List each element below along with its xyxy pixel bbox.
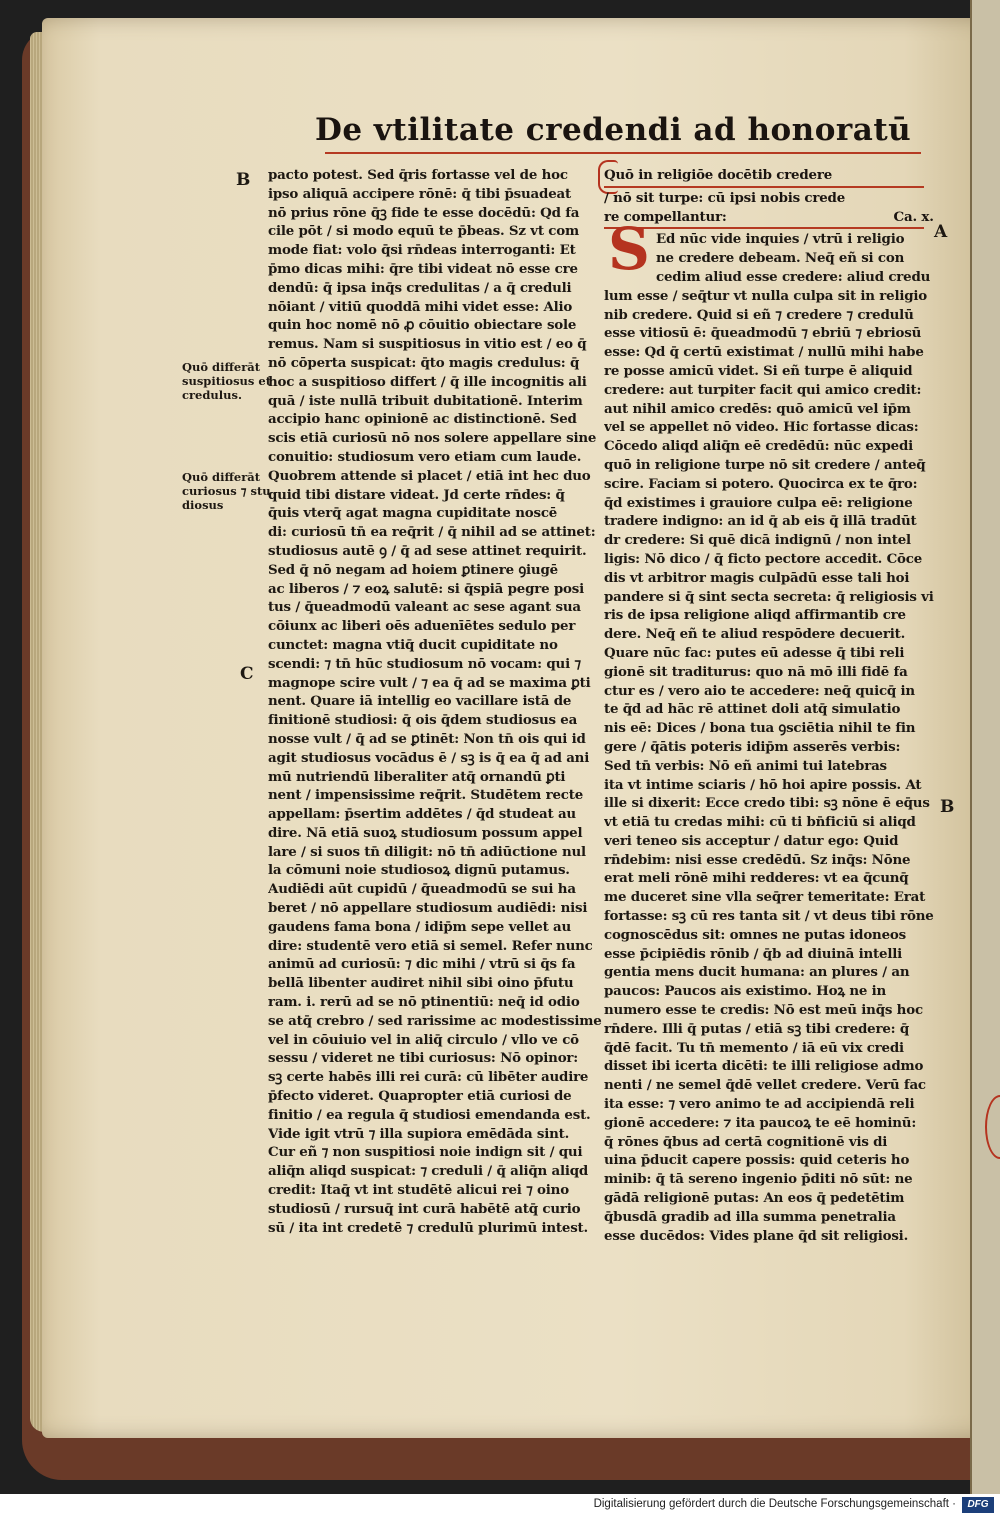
text-line: la cōmuni noie studiosoꝝ dignū putamus. — [268, 862, 570, 879]
text-line: lum esse / seq̄tur vt nulla culpa sit in religio — [604, 287, 928, 304]
text-line: credit: Itaq̄ vt int studētē alicui rei ⁊ oino — [268, 1182, 569, 1199]
chapter-heading-rule — [604, 186, 924, 188]
text-line: gere / q̄ātis poteris idip̄m asserēs verbis: — [604, 738, 901, 755]
chapter-heading-line: re compellantur: — [604, 208, 727, 225]
margin-note-line: suspitiosus et — [182, 374, 272, 388]
text-line: ris de ipsa religione aliqd affirmantib cre — [604, 607, 906, 624]
text-line: ille si dixerit: Ecce credo tibi: sꝫ nōne ē eq̄us — [604, 795, 930, 812]
text-line: gionē accedere: ⁊ ita paucoꝝ te eē hominū: — [604, 1114, 917, 1131]
text-line: studiosus autē ꝯ / q̄ ad sese attinet requirit. — [268, 542, 587, 559]
margin-note-line: Quō differāt — [182, 470, 261, 484]
text-line: Sed tn̄ verbis: Nō eñ animi tui latebras — [604, 757, 887, 774]
text-line: finitionē studiosi: q̄ ois q̄dem studiosus ea — [268, 712, 578, 729]
text-line: aliq̄n aliqd suspicat: ⁊ creduli / q̄ aliq̄n aliqd — [268, 1163, 589, 1180]
text-line: animū ad curiosū: ⁊ dic mihi / vtrū si q̄s fa — [268, 956, 576, 973]
text-line: agit studiosus vocādus ē / sꝫ is q̄ ea q̄ ad ani — [268, 749, 590, 766]
text-line: paucos: Paucos ais existimo. Hoꝝ ne in — [604, 983, 887, 1000]
chapter-heading-line-last — [604, 208, 934, 227]
text-line: Cōcedo aliqd aliq̄n eē credēdū: nūc expedi — [604, 438, 914, 455]
text-line: Sed q̄ nō negam ad hoiem ꝑtinere ꝯiugē — [268, 561, 558, 578]
text-line: conuitio: studiosum vero etiam cum laude. — [268, 448, 582, 465]
text-line: Audiēdi aūt cupidū / q̄ueadmodū se sui ha — [268, 881, 576, 898]
text-line: q̄uis vterq̄ agat magna cupiditate noscē — [268, 505, 558, 522]
text-line: pandere si q̄ sint secta secreta: q̄ religiosis vi — [604, 588, 934, 605]
text-line: rn̄debim: nisi esse credēdū. Sz inq̄s: Nōne — [604, 851, 911, 868]
text-line: dere. Neq̄ eñ te aliud respōdere decuerit. — [604, 626, 906, 643]
text-line: mode fiat: volo q̄si rn̄deas interroganti: Et — [268, 242, 576, 259]
text-line: ram. i. rerū ad se nō ptinentiū: neq̄ id odio — [268, 994, 580, 1011]
text-line: finitio / ea regula q̄ studiosi emendanda est. — [268, 1106, 591, 1123]
text-line: esse vitiosū ē: q̄ueadmodū ⁊ ebriū ⁊ ebriosū — [604, 325, 922, 342]
text-line: ctur es / vero aio te accedere: neq̄ quicq̄ in — [604, 682, 915, 699]
text-line: Ed nūc vide inquies / vtrū i religio — [656, 231, 905, 248]
text-line: esse: Qd q̄ certū existimat / nullū mihi habe — [604, 344, 924, 361]
text-line: q̄busdā gradib ad illa summa penetralia — [604, 1208, 896, 1225]
text-line: nib credere. Quid si eñ ⁊ credere ⁊ credulū — [604, 306, 914, 323]
text-line: ligis: Nō dico / q̄ ficto pectore accedit. Cōce — [604, 550, 923, 567]
text-line: aut nihil amico credēs: quō amicū vel ip̄m — [604, 400, 911, 417]
text-line: cognoscēdus sit: omnes ne putas idoneos — [604, 926, 906, 943]
running-heading: De vtilitate credendi ad honoratū — [315, 112, 912, 148]
text-line: nosse vult / q̄ ad se ꝑtinēt: Non tn̄ ois qui id — [268, 730, 586, 747]
margin-note-line: Quō differāt — [182, 360, 261, 374]
text-line: re posse amicū videt. Si eñ turpe ē aliquid — [604, 362, 913, 379]
right-text-column — [604, 166, 934, 1245]
text-line: esse ducēdos: Vides plane q̄d sit religiosi. — [604, 1227, 909, 1244]
indented-lines — [604, 230, 934, 286]
margin-letter-b2: B — [940, 797, 955, 817]
text-line: minib: q̄ tā sereno ingenio p̄diti nō sūt: ne — [604, 1171, 913, 1188]
text-line: quin hoc nomē nō ꝓ cōuitio obiectare sole — [268, 317, 577, 334]
text-line: nis eē: Dices / bona tua ꝯsciētia nihil te fin — [604, 720, 916, 737]
text-line: Quare nūc fac: putes eū adesse q̄ tibi reli — [604, 644, 905, 661]
chapter-heading-rule — [604, 227, 924, 229]
text-line: nent. Quare iā intellig eo vacillare istā de — [268, 693, 572, 710]
text-line: q̄d existimes i grauiore culpa eē: religione — [604, 494, 913, 511]
margin-note-line: curiosus ⁊ stu — [182, 484, 271, 498]
text-line: sessu / videret ne tibi curiosus: Nō opinor: — [268, 1050, 579, 1067]
text-line: q̄ rōnes q̄bus ad certā cognitionē vis di — [604, 1133, 888, 1150]
text-line: Cur eñ ⁊ non suspitiosi noie indign sit / qui — [268, 1144, 583, 1161]
text-line: sꝫ certe habēs illi rei curā: cū libēter audire — [268, 1069, 589, 1086]
right-body-text — [604, 287, 934, 1246]
text-line: cōiunx ac liberi oēs aduenīētes sedulo per — [268, 618, 576, 635]
text-line: accipio hanc opinionē ac distinctionē. Sed — [268, 411, 577, 428]
footer-bar — [0, 1494, 1000, 1517]
text-line: dire. Nā etiā suoꝝ studiosum possum appel — [268, 824, 583, 841]
text-line: tradere indigno: an id q̄ ab eis q̄ illā tradūt — [604, 513, 917, 530]
text-line: gionē sit traditurus: quo nā mō illi fidē fa — [604, 663, 908, 680]
text-line: veri teneo sis acceptur / datur ego: Quid — [604, 832, 899, 849]
margin-letter-b: B — [236, 170, 251, 190]
text-line: quid tibi distare videat. Jd certe rn̄des: q̄ — [268, 486, 565, 503]
text-line: cunctet: magna vtiq̄ ducit cupiditate no — [268, 636, 558, 653]
text-line: Vide igit vtrū ⁊ illa supiora emēdāda sint. — [268, 1125, 570, 1142]
text-line: q̄dē facit. Tu tn̄ memento / iā eū vix credi — [604, 1039, 904, 1056]
text-line: vt etiā tu credas mihi: cū ti bn̄ficiū si aliqd — [604, 814, 916, 831]
text-line: nōiant / vitiū quoddā mihi videt esse: Alio — [268, 298, 573, 315]
text-line: tus / q̄ueadmodū valeant ac sese agant sua — [268, 599, 581, 616]
text-line: pacto potest. Sed q̄ris fortasse vel de hoc — [268, 167, 568, 183]
text-line: rn̄dere. Illi q̄ putas / etiā sꝫ tibi credere: q̄ — [604, 1020, 910, 1037]
margin-note-line: credulus. — [182, 388, 242, 402]
text-line: nō prius rōne q̄ꝫ fide te esse docēdū: Qd fa — [268, 204, 580, 221]
text-line: scendi: ⁊ tn̄ hūc studiosum nō vocam: qui ⁊ — [268, 655, 581, 672]
text-line: scis etiā curiosū nō nos solere appellare sine — [268, 430, 597, 447]
text-line: me duceret sine vlla seq̄rer temeritate: Erat — [604, 889, 926, 906]
text-line: te q̄d ad hāc rē attinet doli atq̄ simulatio — [604, 701, 901, 718]
text-line: quō in religione turpe nō sit credere / anteq̄ — [604, 456, 926, 473]
text-line: scire. Faciam si potero. Quocirca ex te q̄ro: — [604, 475, 918, 492]
text-line: uina p̄ducit capere possis: quid ceteris ho — [604, 1152, 910, 1169]
text-line: sū / ita int credetē ⁊ credulū plurimū intest. — [268, 1219, 588, 1236]
chapter-heading-line: / nō sit turpe: cū ipsi nobis crede — [604, 189, 846, 206]
left-text-column — [268, 166, 602, 1237]
red-initial-letter: S — [608, 215, 650, 283]
text-line: cedim aliud esse credere: aliud credu — [656, 268, 931, 285]
text-line: dis vt arbitror magis culpādū esse tali hoi — [604, 569, 910, 586]
facing-page-strip — [970, 0, 1000, 1494]
text-line: se atq̄ crebro / sed rarissime ac modestissime — [268, 1012, 602, 1029]
text-line: di: curiosū tn̄ ea req̄rit / q̄ nihil ad se attinet: — [268, 524, 596, 541]
text-line: numero esse te credis: Nō est meū inq̄s hoc — [604, 1002, 923, 1019]
text-line: ipso aliquā accipere rōnē: q̄ tibi p̄suadeat — [268, 185, 571, 202]
text-line: ac liberos / ⁊ eoꝝ salutē: si q̄spiā pegre posi — [268, 580, 584, 597]
text-line: magnope scire vult / ⁊ ea q̄ ad se maxima ꝑti — [268, 674, 591, 691]
text-line: disset ibi icerta dicēti: te illi religiose admo — [604, 1058, 924, 1075]
text-line: p̄mo dicas mihi: q̄re tibi videat nō esse cre — [268, 260, 578, 277]
dfg-logo-icon: DFG — [962, 1497, 994, 1513]
text-line: dendū: q̄ ipsa inq̄s credulitas / a q̄ creduli — [268, 279, 572, 296]
text-line: quā / iste nullā tribuit dubitationē. Interim — [268, 392, 583, 409]
text-line: Quobrem attende si placet / etiā int hec duo — [268, 467, 591, 484]
text-line: nō cōperta suspicat: q̄to magis credulus: q̄ — [268, 354, 580, 371]
text-line: gādā religionē putas: An eos q̄ pedetētim — [604, 1190, 905, 1207]
margin-note-line: diosus — [182, 498, 224, 512]
text-line: ne credere debeam. Neq̄ eñ si con — [656, 250, 905, 267]
text-line: appellam: p̄sertim addētes / q̄d studeat au — [268, 806, 576, 823]
text-line: cile pōt / si modo equū te p̄beas. Sz vt com — [268, 223, 579, 240]
chapter-number: Ca. x. — [893, 208, 934, 225]
text-line: dire: studentē vero etiā si semel. Refer nunc — [268, 937, 593, 954]
text-line: credere: aut turpiter facit qui amico credit: — [604, 381, 922, 398]
margin-letter-c: C — [240, 664, 254, 684]
text-line: ita vt intime sciaris / hō hoi apire possis. At — [604, 776, 922, 793]
text-line: p̄fecto videret. Quapropter etiā curiosi de — [268, 1088, 572, 1105]
text-line: vel se appellet nō video. Hic fortasse dicas: — [604, 419, 919, 436]
text-line: nenti / ne semel q̄dē vellet credere. Verū fac — [604, 1077, 926, 1094]
text-line: gentia mens ducit humana: an plures / an — [604, 964, 910, 981]
chapter-heading-line: Quō in religiōe docētib credere — [604, 167, 833, 183]
text-line: studiosū / rursuq̄ int curā habētē atq̄ curio — [268, 1200, 581, 1217]
text-line: fortasse: sꝫ cū res tanta sit / vt deus tibi rōne — [604, 908, 934, 925]
text-line: remus. Nam si suspitiosus in vitio est / eo q̄ — [268, 336, 587, 353]
footer-credit: Digitalisierung gefördert durch die Deutsche Forschungsgemeinschaft · — [593, 1498, 956, 1510]
text-line: beret / nō appellare studiosum audiēdi: nisi — [268, 900, 588, 917]
text-line: erat meli rōnē mihi redderes: vt ea q̄cunq̄ — [604, 870, 909, 887]
text-line: ita esse: ⁊ vero animo te ad accipiendā reli — [604, 1096, 915, 1113]
text-line: bellā libenter audiret nihil sibi oino p̄futu — [268, 975, 574, 992]
text-line: mū nutriendū liberaliter atq̄ ornandū ꝑti — [268, 768, 566, 785]
text-line: gaudens fama bona / idip̄m sepe vellet au — [268, 918, 572, 935]
text-line: lare / si suos tn̄ diligit: nō tn̄ adiūctione nul — [268, 843, 586, 860]
margin-note-curiosus — [182, 470, 271, 512]
text-line: nent / impensissime req̄rit. Studētem recte — [268, 787, 584, 804]
text-line: dr credere: Si quē dicā indignū / non intel — [604, 532, 911, 549]
text-line: vel in cōuiuio vel in aliq̄ circulo / vllo ve cō — [268, 1031, 579, 1048]
text-line: hoc a suspitioso differt / q̄ ille incognitis ali — [268, 373, 587, 390]
margin-note-suspitiosus — [182, 360, 271, 402]
margin-letter-a: A — [934, 222, 948, 242]
chapter-heading — [604, 166, 934, 229]
text-line: esse p̄cipiēdis rōnib / q̄b ad diuinā intelli — [604, 945, 903, 962]
